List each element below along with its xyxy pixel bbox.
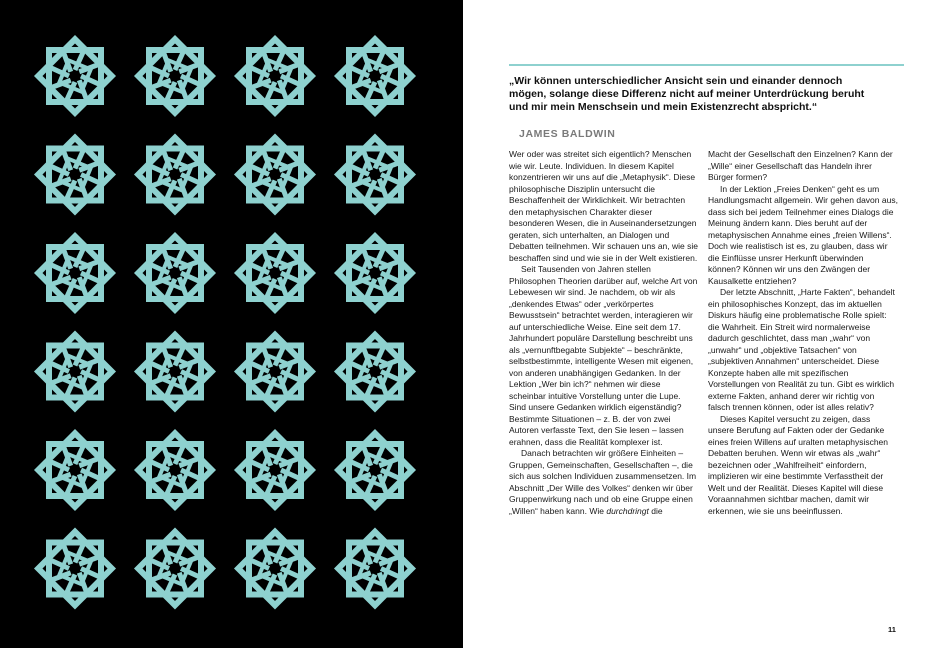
body-column-left [509,149,699,517]
paragraph-text: Danach betrachten wir größere Einheiten – Gruppen, Gemeinschaften, Gesellschaften –, die sich aus solchen Individuen zusammensetzen. Im Abschnitt „Der Wille des Volkes“ denken wir über Gruppenwirkung nach und ob eine Gruppe einen „Willen“ haben kann. Wie [509,448,697,516]
eight-pointed-star-knot-icon [338,39,412,113]
eight-pointed-star-knot-icon [338,236,412,310]
paragraph: Dieses Kapitel versucht zu zeigen, dass unsere Berufung auf Fakten oder der Gedanke eines freien Willens auf uralten metaphysischen Debatten beruhen. Wenn wir etwas als „wahr“ bezeichnen oder „Wahlfreiheit“ einfordern, implizieren wir eine bestimmte Verfasstheit der Welt und der Realität. Dieses Kapitel will diese Voraannahmen sichtbar machen, damit wir erkennen, wie sie uns beeinflussen. [708,413,889,516]
eight-pointed-star-knot-icon [238,236,312,310]
paragraph: In der Lektion „Freies Denken“ geht es um Handlungsmacht allgemein. Wir gehen davon aus, dass sich bei jedem Teilnehmer eines Dialogs die Meinung ändern kann. Dies beruht auf der metaphysischen Annahme eines „freien Willens“. Doch wie realistisch ist es, zu glauben, dass wir die Einflüsse unsrer Herkunft überwinden können? Können wir uns den Zwängen der Kausalkette entziehen? [708,183,898,286]
eight-pointed-star-knot-icon [138,39,212,113]
eight-pointed-star-knot-icon [238,335,312,409]
text-page [463,0,926,648]
paragraph: Der letzte Abschnitt, „Harte Fakten“, behandelt ein philosophisches Konzept, das im aktuellen Diskurs häufig eine problematische Rolle spielt: die Wahrheit. Ein Streit wird normalerweise dadurch geschlichtet, dass man „wahr“ von „unwahr“ und „objektive Tatsachen“ von „subjektiven Annahmen“ unterscheidet. Diese Konzepte haben alle mit spezifischen Vorstellungen von Realität zu tun. Gibt es wirklich externe Fakten, anhand derer wir richtig von falsch trennen können, oder ist alles relativ? [708,287,895,412]
eight-pointed-star-knot-icon [38,433,112,507]
eight-pointed-star-knot-icon [138,532,212,606]
eight-pointed-star-knot-icon [338,138,412,212]
eight-pointed-star-knot-icon [238,39,312,113]
paragraph [509,448,699,517]
paragraph: Macht der Gesellschaft den Einzelnen? Kann der „Wille“ einer Gesellschaft das Handeln ihrer Bürger formen? [708,149,893,182]
eight-pointed-star-knot-icon [38,532,112,606]
eight-pointed-star-knot-icon [138,236,212,310]
eight-pointed-star-knot-icon [38,39,112,113]
eight-pointed-star-knot-icon [238,532,312,606]
eight-pointed-star-knot-icon [238,433,312,507]
eight-pointed-star-knot-icon [338,532,412,606]
emphasis-text: durchdringt [606,505,649,516]
accent-rule [509,64,904,66]
eight-pointed-star-knot-icon [338,433,412,507]
eight-pointed-star-knot-icon [238,138,312,212]
paragraph-tail: die [648,505,663,516]
eight-pointed-star-knot-icon [38,236,112,310]
eight-pointed-star-knot-icon [138,335,212,409]
eight-pointed-star-knot-icon [38,335,112,409]
epigraph-quote: „Wir können unterschiedlicher Ansicht sein und einander dennoch mögen, solange diese Differenz nicht auf meiner Unterdrückung beruht und mir mein Menschsein und mein Existenzrecht abspricht.“ [509,75,865,114]
body-column-right [708,149,898,517]
eight-pointed-star-knot-icon [138,433,212,507]
page-number: 11 [888,625,896,634]
paragraph: Wer oder was streitet sich eigentlich? Menschen wie wir. Leute. Individuen. In diesem Kapitel konzentrieren wir uns auf die „Metaphysik“. Diese philosophische Disziplin untersucht die Beschaffenheit der Wirklichkeit. Wir betrachten den metaphysischen Charakter dieser besonderen Wesen, die in Auseinandersetzungen geraten, sich unterhalten, an Dialogen und Debatten teilnehmen. Wir schauen uns an, wie sie beschaffen sind und wie sie in der Welt existieren. [509,149,698,263]
paragraph: Seit Tausenden von Jahren stellen Philosophen Theorien darüber auf, welche Art von Lebewesen wir sind. Je nachdem, ob wir als „denkendes Etwas“ oder „verkörpertes Bewusstsein“ betrachtet werden, interagieren wir auf unterschiedliche Weise. Eine seit dem 17. Jahrhundert populäre Darstellung beschreibt uns als „vernunftbegabte Subjekte“ – beschränkte, selbstbestimmte, intelligente Wesen mit eigenen, von anderen unabhängigen Gedanken. In der Lektion „Wer bin ich?“ nehmen wir diese scheinbar intuitive Vorstellung unter die Lupe. Sind unsere Gedanken wirklich eigenständig? Bestimmte Situationen – z. B. der von zwei Autoren verfasste Text, den Sie lesen – lassen erahnen, dass die Realität komplexer ist. [509,264,698,447]
eight-pointed-star-knot-icon [38,138,112,212]
epigraph-author: JAMES BALDWIN [519,128,616,140]
eight-pointed-star-knot-icon [338,335,412,409]
eight-pointed-star-knot-icon [138,138,212,212]
